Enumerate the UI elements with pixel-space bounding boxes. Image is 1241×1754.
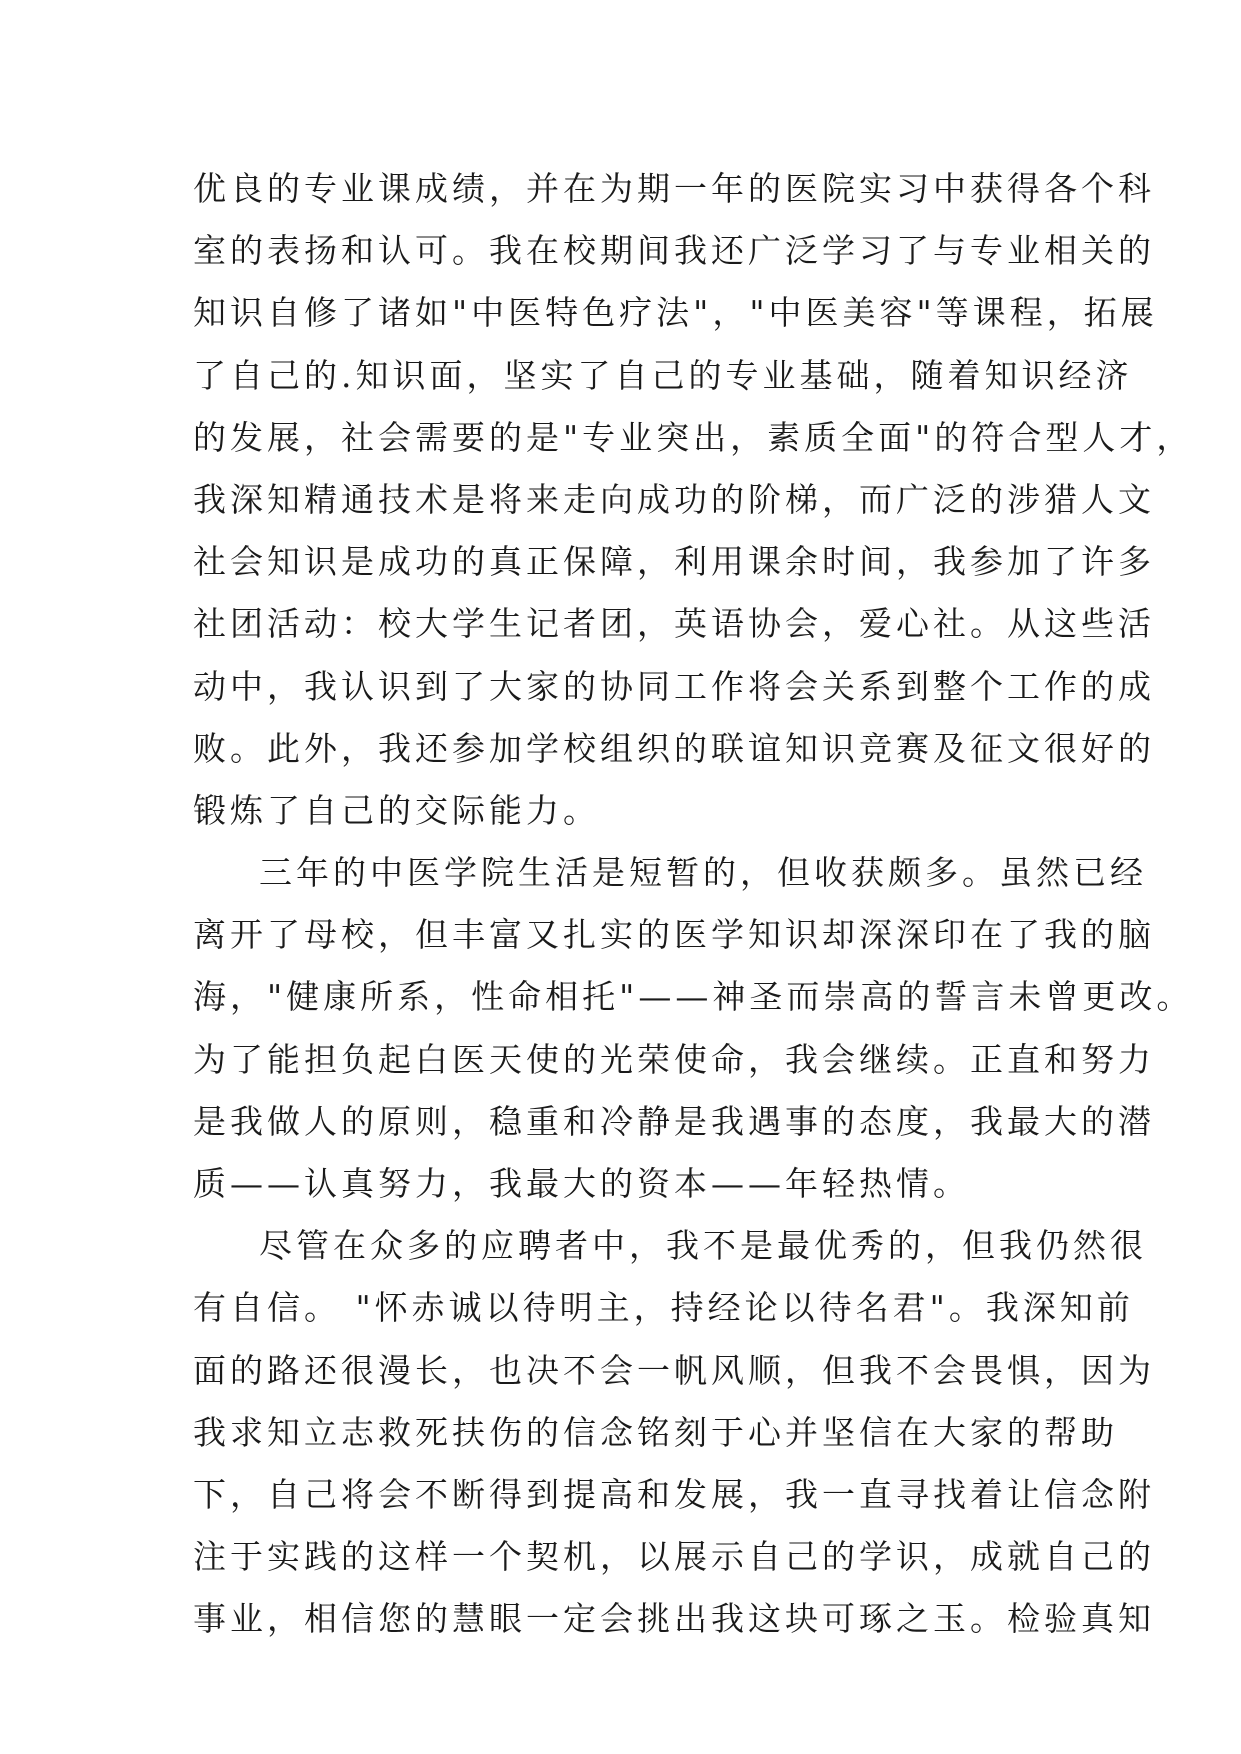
text-line: 质——认真努力，我最大的资本——年轻热情。 <box>193 1164 970 1203</box>
text-line: 社团活动：校大学生记者团，英语协会，爱心社。从这些活 <box>193 604 1155 644</box>
text-line: 室的表扬和认可。我在校期间我还广泛学习了与专业相关的 <box>193 231 1155 271</box>
text-line: 动中，我认识到了大家的协同工作将会关系到整个工作的成 <box>193 666 1155 706</box>
text-line: 锻炼了自己的交际能力。 <box>193 790 600 830</box>
body-text <box>193 158 1194 1651</box>
text-line: 败。此外，我还参加学校组织的联谊知识竞赛及征文很好的 <box>193 728 1155 768</box>
text-line: 社会知识是成功的真正保障，利用课余时间，我参加了许多 <box>193 542 1155 582</box>
paragraph-start-line: 尽管在众多的应聘者中，我不是最优秀的，但我仍然很 <box>259 1226 1147 1266</box>
text-line: 了自己的.知识面，坚实了自己的专业基础，随着知识经济 <box>193 355 1133 395</box>
text-line: 的发展，社会需要的是"专业突出，素质全面"的符合型人才， <box>193 417 1194 457</box>
text-line: 注于实践的这样一个契机，以展示自己的学识，成就自己的 <box>193 1537 1155 1577</box>
text-line: 我深知精通技术是将来走向成功的阶梯，而广泛的涉猎人文 <box>193 479 1155 519</box>
text-line: 知识自修了诸如"中医特色疗法"，"中医美容"等课程，拓展 <box>193 293 1158 333</box>
text-line: 面的路还很漫长，也决不会一帆风顺，但我不会畏惧，因为 <box>193 1350 1155 1390</box>
text-line: 是我做人的原则，稳重和冷静是我遇事的态度，我最大的潜 <box>193 1101 1155 1141</box>
text-line: 下，自己将会不断得到提高和发展，我一直寻找着让信念附 <box>193 1474 1155 1514</box>
text-line: 有自信。 "怀赤诚以待明主，持经论以待名君"。我深知前 <box>193 1288 1134 1328</box>
text-line: 离开了母校，但丰富又扎实的医学知识却深深印在了我的脑 <box>193 915 1155 955</box>
text-line: 我求知立志救死扶伤的信念铭刻于心并坚信在大家的帮助 <box>193 1412 1118 1452</box>
paragraph-start-line: 三年的中医学院生活是短暂的，但收获颇多。虽然已经 <box>259 853 1147 893</box>
text-line: 事业，相信您的慧眼一定会挑出我这块可琢之玉。检验真知 <box>193 1599 1155 1639</box>
text-line: 优良的专业课成绩，并在为期一年的医院实习中获得各个科 <box>193 169 1155 208</box>
text-line: 为了能担负起白医天使的光荣使命，我会继续。正直和努力 <box>193 1039 1155 1079</box>
text-line: 海，"健康所系，性命相托"——神圣而崇高的誓言未曾更改。 <box>193 977 1194 1017</box>
